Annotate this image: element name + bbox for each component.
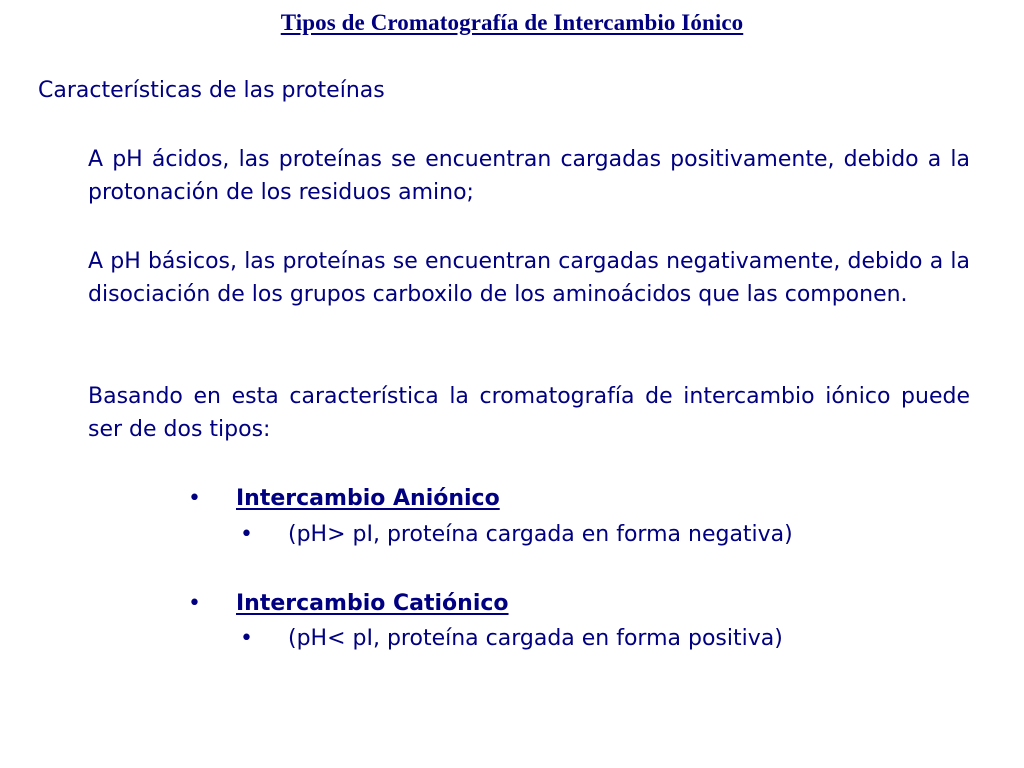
bullet-cationic-detail (240, 622, 783, 655)
anionic-exchange-label: Intercambio Aniónico (236, 486, 500, 511)
bullet-dot: • (240, 522, 253, 547)
bullet-anionic (188, 482, 500, 515)
slide-title: Tipos de Cromatografía de Intercambio Iónico (280, 10, 744, 35)
cationic-exchange-label: Intercambio Catiónico (236, 591, 509, 616)
bullet-dot: • (188, 486, 201, 511)
bullet-cationic (188, 587, 509, 620)
paragraph-acid-ph: A pH ácidos, las proteínas se encuentran cargadas positivamente, debido a la protonación de los residuos amino; (88, 147, 970, 205)
bullet-anionic-detail (240, 518, 793, 551)
section-heading: Características de las proteínas (38, 78, 385, 103)
bullet-dot: • (240, 626, 253, 651)
anionic-exchange-detail: (pH> pI, proteína cargada en forma negativa) (288, 522, 793, 547)
cationic-exchange-detail: (pH< pI, proteína cargada en forma positiva) (288, 626, 783, 651)
paragraph-basis: Basando en esta característica la cromatografía de intercambio iónico puede ser de dos tipos: (88, 384, 970, 442)
paragraph-basic-ph: A pH básicos, las proteínas se encuentran cargadas negativamente, debido a la disociación de los grupos carboxilo de los aminoácidos que las componen. (88, 249, 970, 307)
bullet-dot: • (188, 591, 201, 616)
